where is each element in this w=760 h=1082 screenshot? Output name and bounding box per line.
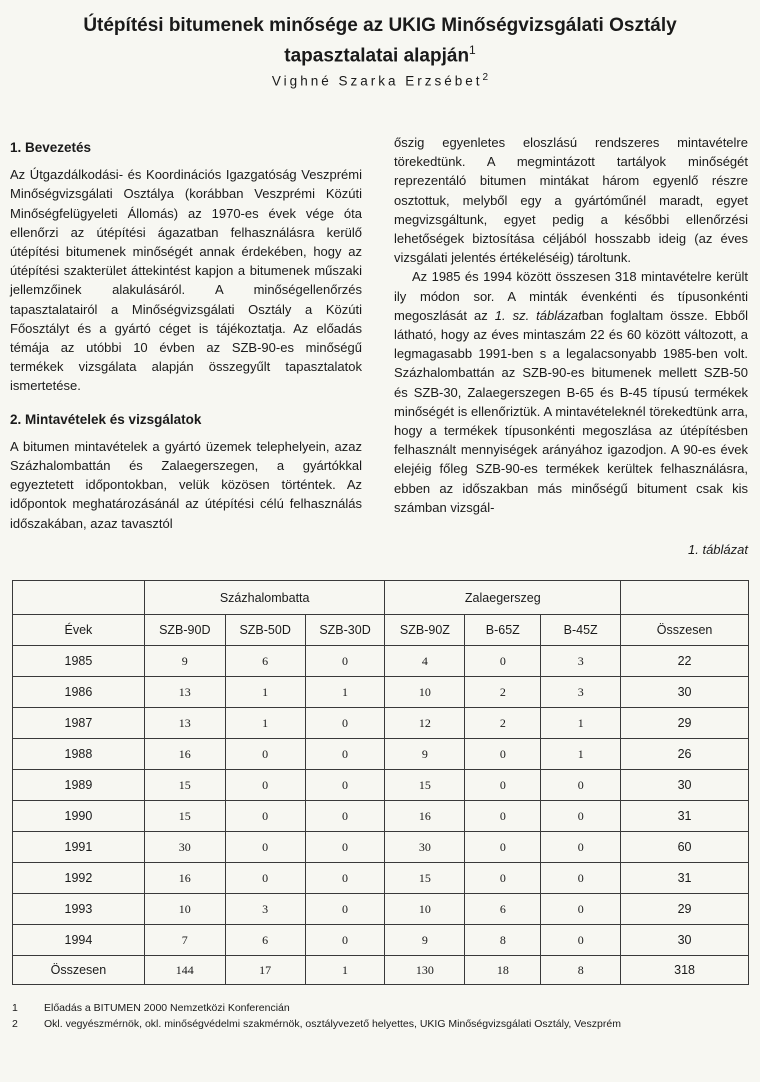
author-footnote-mark: 2	[482, 72, 489, 83]
table-reference: 1. sz. táblázat	[494, 307, 582, 323]
value-cell: 0	[465, 739, 541, 770]
total-cell: 60	[621, 832, 749, 863]
value-cell: 0	[465, 832, 541, 863]
column-header: SZB-90Z	[385, 615, 465, 646]
value-cell: 30	[144, 832, 225, 863]
value-cell: 0	[305, 925, 385, 956]
value-cell: 9	[385, 925, 465, 956]
value-cell: 3	[541, 677, 621, 708]
right-paragraph-2	[394, 267, 748, 517]
total-cell: 30	[621, 677, 749, 708]
value-cell: 7	[144, 925, 225, 956]
group-header-zalaegerszeg: Zalaegerszeg	[385, 581, 621, 615]
total-cell: 31	[621, 863, 749, 894]
footnote-number: 1	[12, 1002, 18, 1014]
total-cell: 31	[621, 801, 749, 832]
value-cell: 16	[144, 863, 225, 894]
year-cell: 1993	[13, 894, 145, 925]
column-header: SZB-50D	[225, 615, 305, 646]
value-cell: 6	[465, 894, 541, 925]
table-row	[13, 708, 749, 739]
value-cell: 16	[385, 801, 465, 832]
value-cell: 18	[465, 956, 541, 985]
value-cell: 8	[465, 925, 541, 956]
year-cell: 1989	[13, 770, 145, 801]
value-cell: 0	[541, 770, 621, 801]
footnote	[12, 1016, 748, 1032]
value-cell: 144	[144, 956, 225, 985]
value-cell: 0	[305, 801, 385, 832]
value-cell: 0	[465, 646, 541, 677]
author-name: Vighné Szarka Erzsébet	[271, 73, 483, 89]
table-sum-row	[13, 956, 749, 985]
column-header: B-45Z	[541, 615, 621, 646]
value-cell: 0	[305, 770, 385, 801]
table-body	[13, 646, 749, 985]
year-cell: 1992	[13, 863, 145, 894]
table-row	[13, 739, 749, 770]
value-cell: 3	[225, 894, 305, 925]
value-cell: 1	[305, 677, 385, 708]
group-header-szazhalombatta: Százhalombatta	[144, 581, 385, 615]
value-cell: 0	[305, 863, 385, 894]
total-cell: 318	[621, 956, 749, 985]
column-header: SZB-90D	[144, 615, 225, 646]
value-cell: 15	[144, 801, 225, 832]
value-cell: 0	[465, 770, 541, 801]
section-2-text: A bitumen mintavételek a gyártó üzemek telephelyein, azaz Százhalombattán és Zalaegerszegen, a gyártókkal egyeztetett időpontokban, velük közösen történtek. Az időpontok meghatározásánál az útépítési célú felhasználás időszakában, azaz tavasztól	[10, 438, 362, 531]
title-line-2	[0, 38, 760, 68]
column-header: SZB-30D	[305, 615, 385, 646]
header-empty-cell	[13, 581, 145, 615]
title-footnote-mark: 1	[469, 43, 476, 57]
author	[0, 72, 760, 89]
footnote-number: 2	[12, 1018, 18, 1030]
column-header-total: Összesen	[621, 615, 749, 646]
value-cell: 8	[541, 956, 621, 985]
value-cell: 0	[541, 925, 621, 956]
right-column	[394, 133, 748, 517]
right-paragraph-1: őszig egyenletes eloszlású rendszeres mintavételre törekedtünk. A megmintázott tartályok minőségét reprezentáló bitumen mintákat három egyenlő részre osztottuk, melyből egy a gyártóműnél maradt, egyet megvizsgáltunk, egyet pedig a későbbi ellenőrzési lehetőségek biztosítása céljából hosszabb ideig (az éves vizsgálati jelentés értékeléséig) tároltunk.	[394, 135, 748, 266]
column-header-years: Évek	[13, 615, 145, 646]
value-cell: 0	[541, 801, 621, 832]
table-row	[13, 646, 749, 677]
value-cell: 0	[225, 863, 305, 894]
value-cell: 15	[385, 863, 465, 894]
value-cell: 0	[225, 770, 305, 801]
value-cell: 0	[225, 832, 305, 863]
year-cell: Összesen	[13, 956, 145, 985]
table-row	[13, 677, 749, 708]
header-empty-cell	[621, 581, 749, 615]
footnote-text: Előadás a BITUMEN 2000 Nemzetközi Konferencián	[44, 1002, 290, 1014]
year-cell: 1985	[13, 646, 145, 677]
footnote	[12, 1000, 748, 1016]
value-cell: 10	[385, 894, 465, 925]
value-cell: 0	[541, 863, 621, 894]
value-cell: 0	[465, 863, 541, 894]
footnotes	[12, 1000, 748, 1032]
left-column	[10, 138, 362, 533]
table-row	[13, 770, 749, 801]
title-line-1: Útépítési bitumenek minősége az UKIG Minőségvizsgálati Osztály	[83, 15, 677, 36]
value-cell: 6	[225, 646, 305, 677]
total-cell: 29	[621, 894, 749, 925]
column-header: B-65Z	[465, 615, 541, 646]
year-cell: 1986	[13, 677, 145, 708]
value-cell: 10	[385, 677, 465, 708]
year-cell: 1994	[13, 925, 145, 956]
section-1-heading: 1. Bevezetés	[10, 140, 92, 155]
right-paragraph-2-start: Az 1985 és 1994 között összesen 318 mintavételre került ily módon sor. A minták évenkénti és típusonkénti megoszlását az	[394, 269, 748, 323]
value-cell: 1	[541, 739, 621, 770]
article-title	[0, 14, 760, 68]
table-row	[13, 801, 749, 832]
value-cell: 12	[385, 708, 465, 739]
value-cell: 0	[225, 739, 305, 770]
value-cell: 10	[144, 894, 225, 925]
value-cell: 0	[541, 832, 621, 863]
table-row	[13, 925, 749, 956]
section-1-text: Az Útgazdálkodási- és Koordinációs Igazgatóság Veszprémi Minőségvizsgálati Osztálya (korábban Veszprémi Közúti Minőségfelügyeleti Állomás) az 1970-es évek vége óta ellenőrzi az útépítési ágazatban felhasználásra kerülő útépítési bitumenek minőségét annak érdekében, hogy az útépítési szakterület áttekintést kapjon a bitumenek műszaki jellemzőinek alakulásáról. A minőségellenőrzés tapasztalatairól a Minőségvizsgálati Osztály a Közúti Főosztályt és a gyártó céget is tájékoztatja. Az előadás témája az utóbbi 10 évben az SZB-90-es minőségű termékek vizsgálata alapján összegyűlt tapasztalatok ismertetése.	[10, 167, 362, 394]
table-row	[13, 894, 749, 925]
value-cell: 1	[225, 677, 305, 708]
value-cell: 0	[225, 801, 305, 832]
table-group-header-row	[13, 581, 749, 615]
value-cell: 0	[305, 832, 385, 863]
value-cell: 0	[305, 646, 385, 677]
value-cell: 130	[385, 956, 465, 985]
table-row	[13, 832, 749, 863]
total-cell: 22	[621, 646, 749, 677]
value-cell: 4	[385, 646, 465, 677]
right-paragraph-2-end: ban foglaltam össze. Ebből látható, hogy az éves mintaszám 22 és 60 között változott, a legmagasabb 1991-ben s a legalacsonyabb 1985-ben volt. Százhalombattán az SZB-90-es bitumenek mellett SZB-50 és SZB-30, Zalaegerszegen B-65 és B-45 típusú termékek minőségét is ellenőriztük. A mintavételeknél törekedtünk arra, hogy a termékek típusonkénti megoszlása az útépítésben felhasznált mennyiségek arányához igazodjon. A 90-es évek elejéig főleg SZB-90-es termékek kerültek felhasználásra, ebben az időszakban más minőségű bitument csak kis számban vizsgál-	[394, 307, 748, 515]
value-cell: 13	[144, 708, 225, 739]
value-cell: 0	[305, 708, 385, 739]
table-column-header-row	[13, 615, 749, 646]
year-cell: 1987	[13, 708, 145, 739]
value-cell: 1	[541, 708, 621, 739]
value-cell: 0	[541, 894, 621, 925]
section-2-heading: 2. Mintavételek és vizsgálatok	[10, 411, 202, 427]
value-cell: 9	[385, 739, 465, 770]
year-cell: 1990	[13, 801, 145, 832]
value-cell: 0	[305, 739, 385, 770]
table-row	[13, 863, 749, 894]
value-cell: 0	[465, 801, 541, 832]
total-cell: 26	[621, 739, 749, 770]
value-cell: 0	[305, 894, 385, 925]
value-cell: 15	[144, 770, 225, 801]
value-cell: 16	[144, 739, 225, 770]
value-cell: 15	[385, 770, 465, 801]
total-cell: 30	[621, 770, 749, 801]
value-cell: 3	[541, 646, 621, 677]
total-cell: 30	[621, 925, 749, 956]
value-cell: 2	[465, 677, 541, 708]
title-line-2-text: tapasztalatai alapján	[284, 45, 470, 67]
year-cell: 1991	[13, 832, 145, 863]
value-cell: 13	[144, 677, 225, 708]
value-cell: 17	[225, 956, 305, 985]
year-cell: 1988	[13, 739, 145, 770]
value-cell: 2	[465, 708, 541, 739]
value-cell: 30	[385, 832, 465, 863]
footnote-text: Okl. vegyészmérnök, okl. minőségvédelmi szakmérnök, osztályvezető helyettes, UKIG Minőségvizsgálati Osztály, Veszprém	[44, 1018, 621, 1030]
value-cell: 1	[225, 708, 305, 739]
value-cell: 9	[144, 646, 225, 677]
total-cell: 29	[621, 708, 749, 739]
value-cell: 1	[305, 956, 385, 985]
table-caption: 1. táblázat	[688, 542, 748, 557]
value-cell: 6	[225, 925, 305, 956]
samples-table	[12, 580, 749, 985]
